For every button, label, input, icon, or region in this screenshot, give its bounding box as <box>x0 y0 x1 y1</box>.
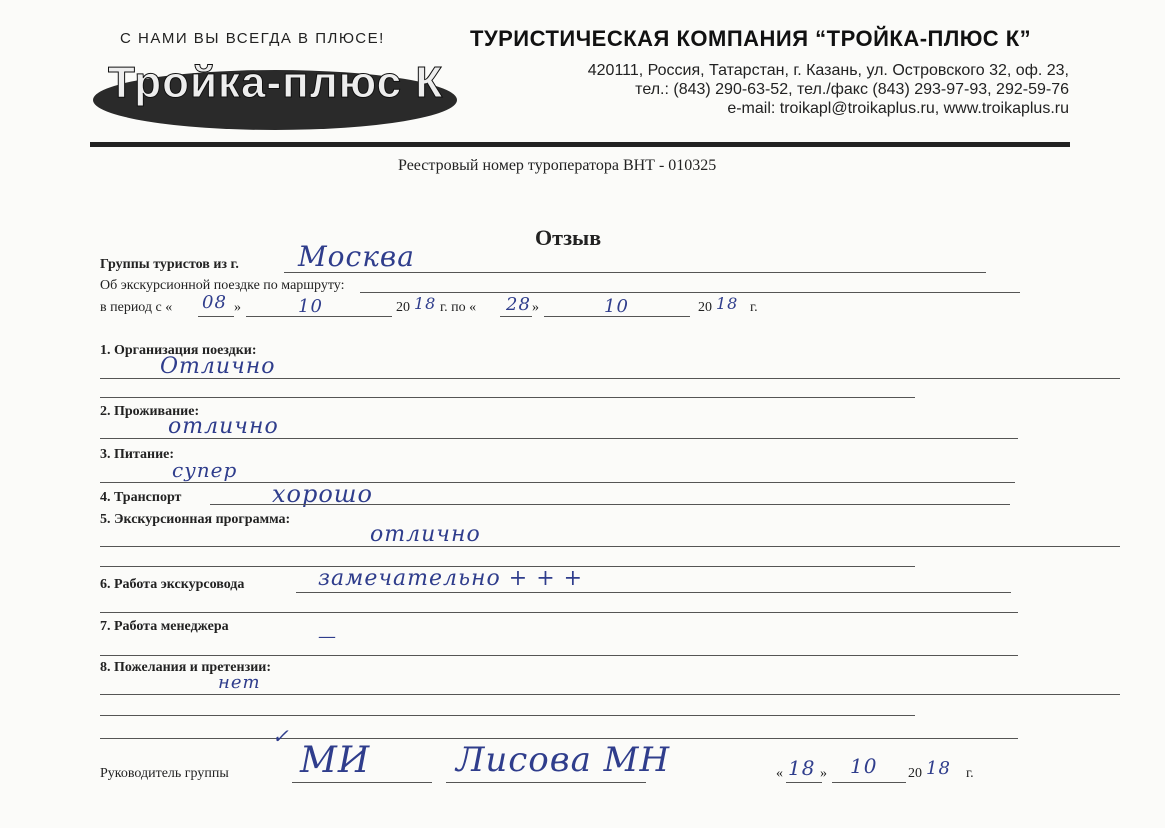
question-answer: хорошо <box>272 480 373 508</box>
question-label: 3. Питание: <box>100 447 175 462</box>
answer-line <box>100 438 1018 439</box>
group-label: Группы туристов из г. <box>100 257 239 272</box>
from-day: 08 <box>202 292 227 313</box>
group-city: Москва <box>298 240 415 273</box>
to-month: 10 <box>604 296 629 317</box>
answer-line <box>100 694 1120 695</box>
question-label: 2. Проживание: <box>100 404 200 419</box>
leader-label: Руководитель группы <box>100 766 229 781</box>
answer-line <box>210 504 1010 505</box>
date-year-prefix: 20 <box>908 766 922 781</box>
from-year: 18 <box>414 294 437 313</box>
question-label: 5. Экскурсионная программа: <box>100 512 291 527</box>
to-prefix: г. по « <box>440 300 477 315</box>
period-prefix: в период с « <box>100 300 173 315</box>
company-phones: тел.: (843) 290-63-52, тел./факс (843) 293-97-93, 292-59-76 <box>635 81 1069 98</box>
answer-line <box>296 592 1011 593</box>
date-year: 18 <box>926 758 951 779</box>
question-label: 6. Работа экскурсовода <box>100 577 245 592</box>
registry-number: Реестровый номер туроператора ВНТ - 010325 <box>398 157 717 174</box>
to-year-prefix: 20 <box>698 300 712 315</box>
answer-line <box>100 378 1120 379</box>
company-name: ТУРИСТИЧЕСКАЯ КОМПАНИЯ “ТРОЙКА-ПЛЮС К” <box>470 26 1032 51</box>
question-answer: супер <box>172 458 238 482</box>
question-answer: замечательно + + + <box>318 566 584 591</box>
from-day-line <box>198 316 234 317</box>
leader-name: Лисова МН <box>456 740 671 780</box>
route-label: Об экскурсионной поездке по маршруту: <box>100 278 345 293</box>
question-answer: нет <box>218 672 261 693</box>
logo-text: Тройка-плюс К <box>108 58 444 107</box>
question-label: 4. Транспорт <box>100 490 182 505</box>
company-email: e-mail: troikapl@troikaplus.ru, www.troikaplus.ru <box>727 100 1069 117</box>
date-open: « <box>776 766 783 781</box>
date-day: 18 <box>788 756 816 780</box>
answer-line <box>100 546 1120 547</box>
from-year-prefix: 20 <box>396 300 410 315</box>
to-day-close: » <box>532 300 539 315</box>
question-label: 7. Работа менеджера <box>100 619 229 634</box>
from-month-line <box>246 316 392 317</box>
date-close: » <box>820 766 827 781</box>
answer-line <box>100 397 915 398</box>
answer-line <box>100 738 1018 739</box>
question-label: 8. Пожелания и претензии: <box>100 660 271 675</box>
question-answer: отлично <box>370 522 481 547</box>
answer-line <box>100 655 1018 656</box>
company-logo <box>90 56 460 132</box>
answer-line <box>100 715 915 716</box>
name-line <box>446 782 646 783</box>
to-month-line <box>544 316 690 317</box>
date-month: 10 <box>850 754 878 778</box>
date-day-line <box>786 782 822 783</box>
date-year-suffix: г. <box>966 766 974 781</box>
from-month: 10 <box>298 296 323 317</box>
to-year-suffix: г. <box>750 300 758 315</box>
company-address: 420111, Россия, Татарстан, г. Казань, ул. Островского 32, оф. 23, <box>587 62 1069 79</box>
answer-line <box>100 482 1015 483</box>
question-answer: отлично <box>168 414 279 439</box>
group-line <box>284 272 986 273</box>
question-answer: Отлично <box>160 354 276 379</box>
to-day: 28 <box>506 294 531 315</box>
signature-line <box>292 782 432 783</box>
date-month-line <box>832 782 906 783</box>
leader-signature: МИ <box>300 740 371 781</box>
slogan: С НАМИ ВЫ ВСЕГДА В ПЛЮСЕ! <box>120 30 385 47</box>
document-title: Отзыв <box>535 225 602 250</box>
question-answer: — <box>318 626 337 647</box>
answer-line <box>100 612 1018 613</box>
to-day-line <box>500 316 532 317</box>
to-year: 18 <box>716 294 739 313</box>
signature-mark: ✓ <box>272 724 290 748</box>
question-label: 1. Организация поездки: <box>100 343 257 358</box>
from-day-close: » <box>234 300 241 315</box>
header-rule <box>90 142 1070 147</box>
route-line <box>360 292 1020 293</box>
